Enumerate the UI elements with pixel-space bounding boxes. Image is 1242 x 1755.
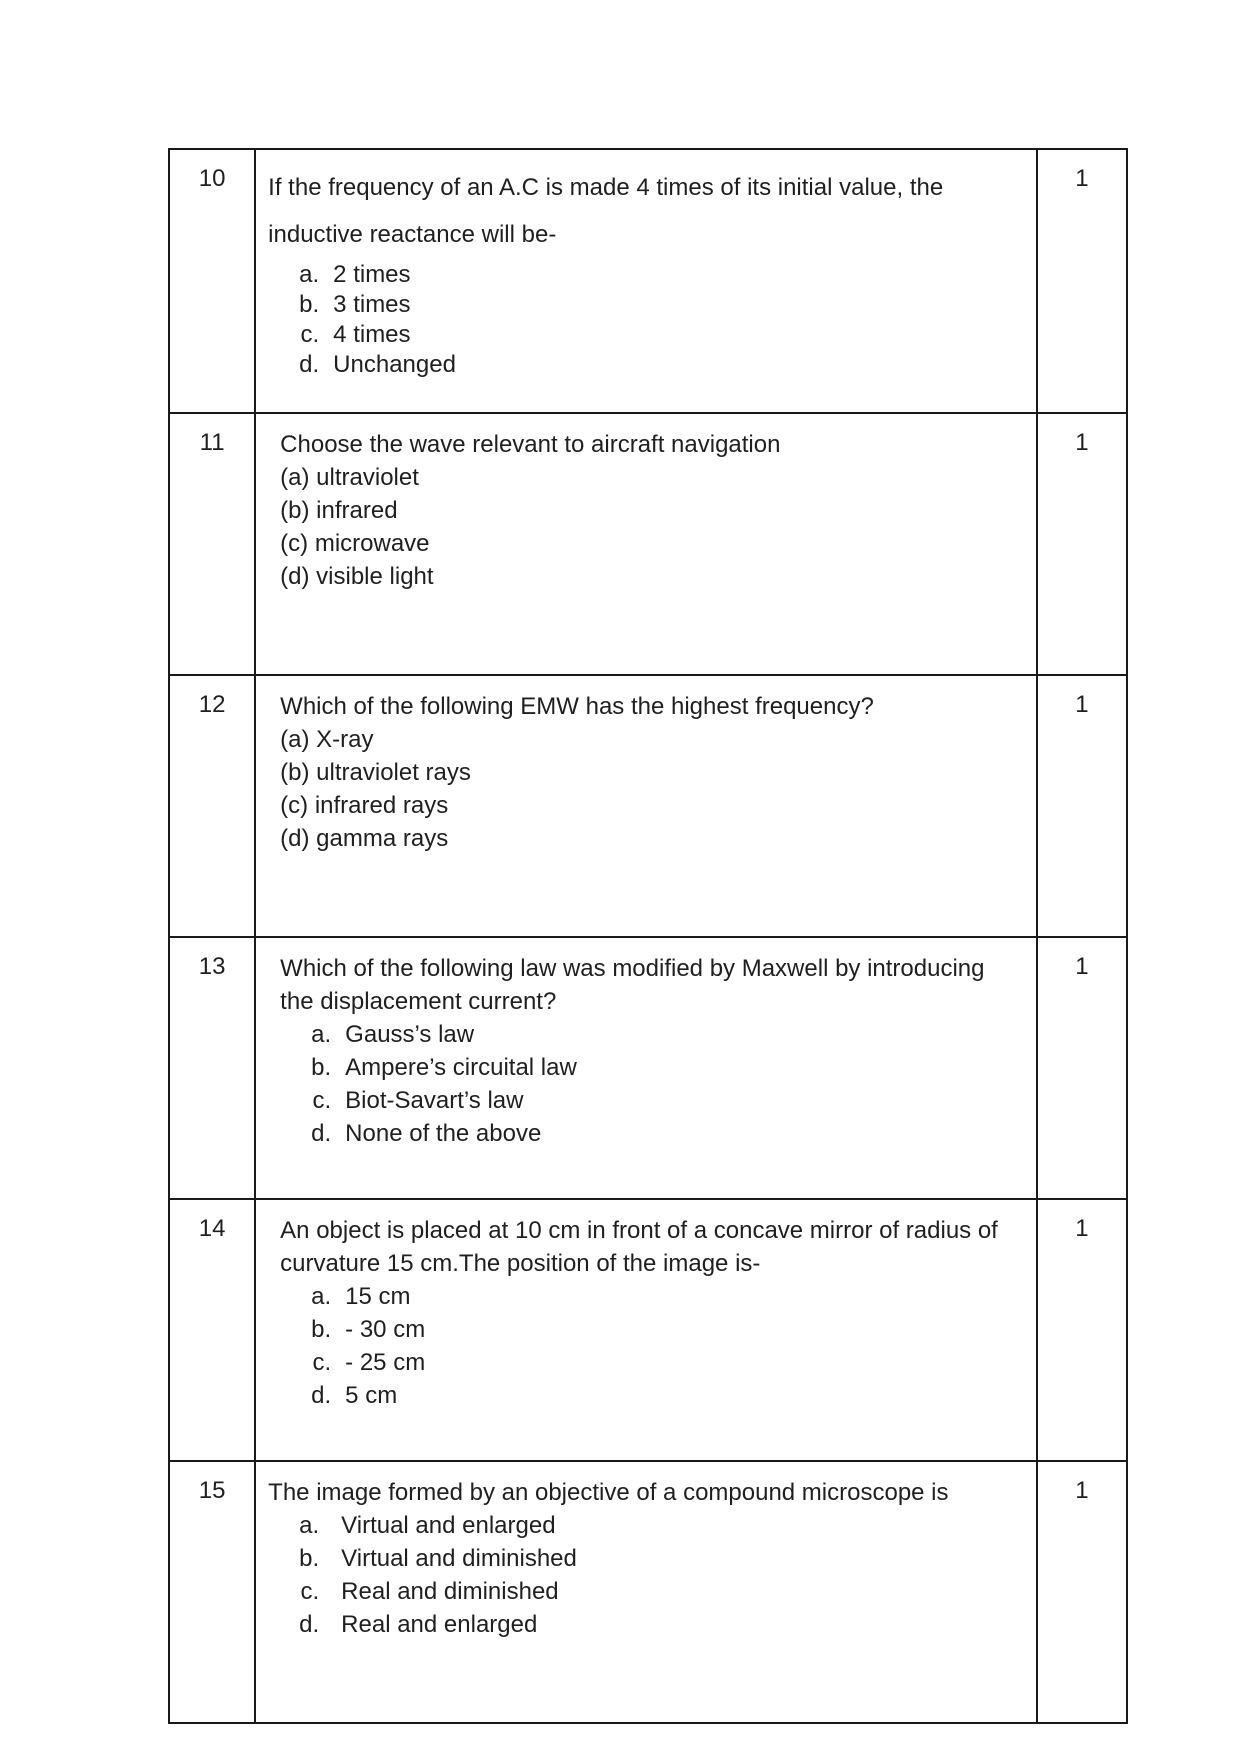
question-row	[169, 937, 1127, 1199]
option-label: a.	[311, 1021, 332, 1048]
option-a	[268, 1509, 1022, 1542]
option-text: Virtual and diminished	[341, 1545, 577, 1572]
option-text: (d) visible light	[280, 563, 434, 590]
option-label: c.	[300, 321, 320, 348]
question-marks: 1	[1037, 675, 1127, 937]
option-d	[280, 822, 1022, 855]
option-a	[268, 260, 1022, 290]
option-text: (a) X-ray	[280, 726, 374, 753]
question-stem: Which of the following EMW has the highest frequency?	[280, 693, 874, 720]
option-list	[280, 1018, 1022, 1150]
option-d	[280, 560, 1022, 593]
question-number: 11	[169, 413, 255, 675]
question-stem	[268, 164, 1022, 258]
question-number: 10	[169, 149, 255, 413]
option-b	[280, 1051, 1022, 1084]
option-text: - 30 cm	[345, 1316, 426, 1343]
option-b	[268, 1542, 1022, 1575]
question-cell	[255, 149, 1037, 413]
question-stem-line: inductive reactance will be-	[268, 221, 557, 248]
option-text: (d) gamma rays	[280, 825, 449, 852]
option-label: a.	[311, 1283, 332, 1310]
question-marks: 1	[1037, 413, 1127, 675]
question-cell	[255, 413, 1037, 675]
option-text: Virtual and enlarged	[341, 1512, 556, 1539]
option-b	[280, 1313, 1022, 1346]
question-row	[169, 1461, 1127, 1723]
question-marks: 1	[1037, 149, 1127, 413]
option-c	[280, 1084, 1022, 1117]
option-d	[280, 1117, 1022, 1150]
option-text: - 25 cm	[345, 1349, 426, 1376]
option-text: Real and diminished	[341, 1578, 559, 1605]
question-cell	[255, 675, 1037, 937]
question-marks: 1	[1037, 1461, 1127, 1723]
option-text: 3 times	[333, 291, 411, 318]
option-c	[280, 527, 1022, 560]
option-text: None of the above	[345, 1120, 542, 1147]
option-text: Biot-Savart’s law	[345, 1087, 524, 1114]
question-marks: 1	[1037, 937, 1127, 1199]
option-text: Real and enlarged	[341, 1611, 538, 1638]
option-label: d.	[311, 1120, 332, 1147]
option-list	[268, 1509, 1022, 1641]
option-label: a.	[299, 1512, 320, 1539]
option-c	[280, 789, 1022, 822]
option-b	[268, 290, 1022, 320]
question-number: 13	[169, 937, 255, 1199]
question-cell	[255, 1461, 1037, 1723]
option-d	[268, 1608, 1022, 1641]
question-row	[169, 675, 1127, 937]
question-marks: 1	[1037, 1199, 1127, 1461]
question-stem: Which of the following law was modified by Maxwell by introducing the displacement current?	[280, 955, 985, 1015]
option-text: (c) infrared rays	[280, 792, 449, 819]
option-text: (b) infrared	[280, 497, 398, 524]
option-list	[280, 1280, 1022, 1412]
option-label: b.	[299, 291, 320, 318]
option-d	[280, 1379, 1022, 1412]
question-table	[168, 148, 1128, 1724]
option-c	[280, 1346, 1022, 1379]
option-c	[268, 1575, 1022, 1608]
option-list	[268, 260, 1022, 380]
option-label: c.	[312, 1087, 332, 1114]
option-label: a.	[299, 261, 320, 288]
option-text: (b) ultraviolet rays	[280, 759, 471, 786]
option-a	[280, 723, 1022, 756]
question-stem: The image formed by an objective of a compound microscope is	[268, 1479, 949, 1506]
option-text: (a) ultraviolet	[280, 464, 419, 491]
question-row	[169, 1199, 1127, 1461]
option-text: 4 times	[333, 321, 411, 348]
option-label: b.	[299, 1545, 320, 1572]
option-text: Gauss’s law	[345, 1021, 475, 1048]
question-number: 15	[169, 1461, 255, 1723]
option-text: 2 times	[333, 261, 411, 288]
option-list	[280, 723, 1022, 855]
question-stem: Choose the wave relevant to aircraft navigation	[280, 431, 781, 458]
question-number: 14	[169, 1199, 255, 1461]
question-row	[169, 413, 1127, 675]
option-label: b.	[311, 1054, 332, 1081]
question-cell	[255, 1199, 1037, 1461]
option-text: (c) microwave	[280, 530, 430, 557]
option-b	[280, 494, 1022, 527]
option-c	[268, 320, 1022, 350]
option-label: c.	[312, 1349, 332, 1376]
option-text: 15 cm	[345, 1283, 411, 1310]
option-label: d.	[311, 1382, 332, 1409]
option-text: Unchanged	[333, 351, 456, 378]
option-list	[280, 461, 1022, 593]
option-b	[280, 756, 1022, 789]
question-row	[169, 149, 1127, 413]
option-text: Ampere’s circuital law	[345, 1054, 577, 1081]
question-cell	[255, 937, 1037, 1199]
option-label: d.	[299, 351, 320, 378]
option-a	[280, 1280, 1022, 1313]
option-label: d.	[299, 1611, 320, 1638]
option-a	[280, 1018, 1022, 1051]
question-stem: An object is placed at 10 cm in front of a concave mirror of radius of curvature 15 cm.The position of the image is-	[280, 1217, 998, 1277]
option-d	[268, 350, 1022, 380]
option-label: b.	[311, 1316, 332, 1343]
option-text: 5 cm	[345, 1382, 398, 1409]
question-number: 12	[169, 675, 255, 937]
option-label: c.	[300, 1578, 320, 1605]
option-a	[280, 461, 1022, 494]
question-stem-line: If the frequency of an A.C is made 4 times of its initial value, the	[268, 174, 944, 201]
